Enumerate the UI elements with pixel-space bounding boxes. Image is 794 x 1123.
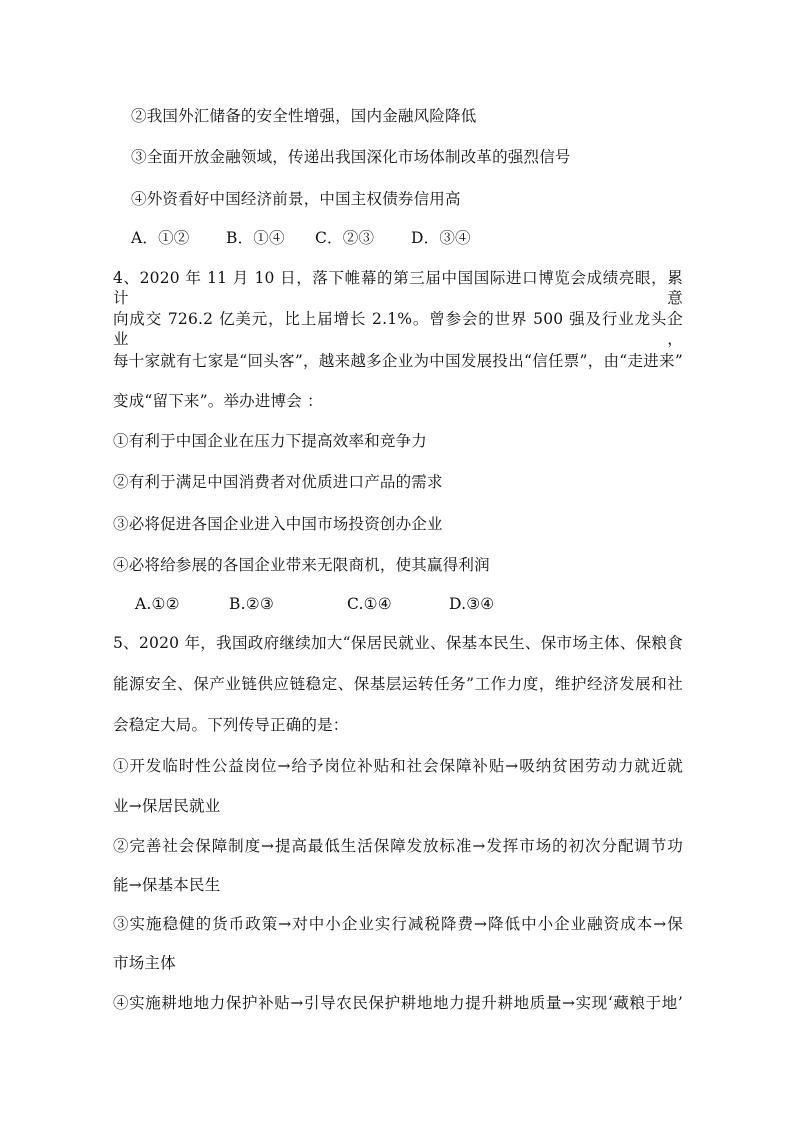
q4-statement-2: ②有利于满足中国消费者对优质进口产品的需求 xyxy=(113,473,443,491)
q3-option-b: B．①④ xyxy=(226,229,285,247)
q5-statement-3-line-2: 市场主体 xyxy=(113,954,176,972)
q3-statement-4: ④外资看好中国经济前景，中国主权债券信用高 xyxy=(131,190,461,208)
q3-option-c: C．②③ xyxy=(315,229,375,247)
q4-option-b: B.②③ xyxy=(229,595,274,613)
q4-statement-3: ③必将促进各国企业进入中国市场投资创办企业 xyxy=(113,515,443,533)
q5-statement-2-line-1: ②完善社会保障制度→提高最低生活保障发放标准→发挥市场的初次分配调节功 xyxy=(113,837,683,855)
q3-option-d: D．③④ xyxy=(411,229,471,247)
q5-statement-4-line-1: ④实施耕地地力保护补贴→引导农民保护耕地地力提升耕地质量→实现‘藏粮于地’ xyxy=(113,994,683,1012)
q5-statement-2-line-2: 能→保基本民生 xyxy=(113,876,221,894)
q3-option-a: A．①② xyxy=(131,229,190,247)
q3-statement-3: ③全面开放金融领域，传递出我国深化市场体制改革的强烈信号 xyxy=(131,148,571,166)
q4-option-c: C.①④ xyxy=(347,595,392,613)
q4-stem-line-1: 4、2020 年 11 月 10 日，落下帷幕的第三届中国国际进口博览会成绩亮眼，累计意 xyxy=(113,269,683,307)
q4-statement-4: ④必将给参展的各国企业带来无限商机，使其赢得利润 xyxy=(113,556,490,574)
q4-option-a: A.①② xyxy=(135,595,180,613)
q4-option-d: D.③④ xyxy=(449,595,495,613)
q5-stem-line-2: 能源安全、保产业链供应链稳定、保基层运转任务”工作力度，维护经济发展和社 xyxy=(113,675,683,693)
q5-statement-1-line-2: 业→保居民就业 xyxy=(113,797,221,815)
q4-stem-line-3: 每十家就有七家是“回头客”，越来越多企业为中国发展投出“信任票”，由“走进来” xyxy=(113,352,683,370)
q5-statement-1-line-1: ①开发临时性公益岗位→给予岗位补贴和社会保障补贴→吸纳贫困劳动力就近就 xyxy=(113,757,683,775)
q5-statement-3-line-1: ③实施稳健的货币政策→对中小企业实行减税降费→降低中小企业融资成本→保 xyxy=(113,915,683,933)
q5-stem-line-3: 会稳定大局。下列传导正确的是： xyxy=(113,716,349,734)
q4-stem-line-2: 向成交 726.2 亿美元，比上届增长 2.1%。曾参会的世界 500 强及行业龙头企业， xyxy=(113,310,683,348)
q4-statement-1: ①有利于中国企业在压力下提高效率和竞争力 xyxy=(113,432,428,450)
q4-stem-line-4: 变成“留下来”。举办进博会 ： xyxy=(113,392,323,410)
q5-stem-line-1: 5、2020 年，我国政府继续加大“保居民就业、保基本民生、保市场主体、保粮食 xyxy=(113,634,683,652)
q3-statement-2: ②我国外汇储备的安全性增强，国内金融风险降低 xyxy=(131,107,477,125)
